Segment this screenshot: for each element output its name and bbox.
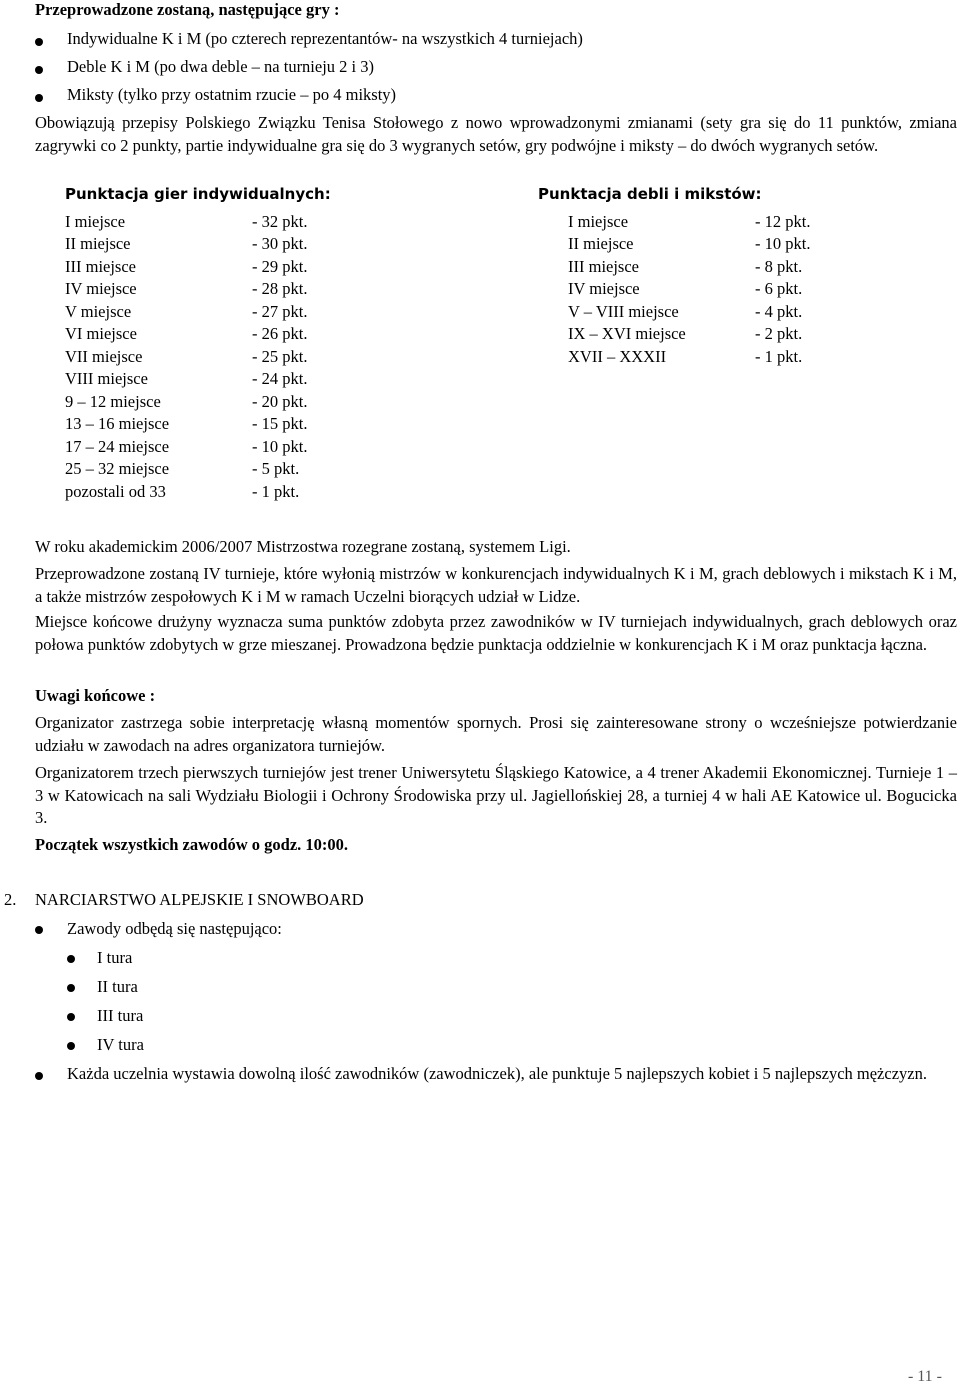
points-value: - 10 pkt. <box>252 437 308 456</box>
games-heading: Przeprowadzone zostaną, następujące gry : <box>35 0 340 19</box>
round-item: IV tura <box>97 1035 144 1054</box>
points-value: - 32 pkt. <box>252 212 308 231</box>
page-number: - 11 - <box>907 1368 942 1385</box>
place-label: IX – XVI miejsce <box>568 324 686 343</box>
place-label: V miejsce <box>65 302 132 321</box>
place-label: 9 – 12 miejsce <box>65 392 161 411</box>
individual-scoring-title: Punktacja gier indywidualnych: <box>65 185 331 203</box>
place-label: III miejsce <box>568 257 640 276</box>
place-label: V – VIII miejsce <box>568 302 679 321</box>
points-value: - 12 pkt. <box>755 212 811 231</box>
points-value: - 10 pkt. <box>755 234 811 253</box>
games-item-doubles: Deble K i M (po dwa deble – na turnieju 2 i 3) <box>67 57 375 76</box>
start-time: Początek wszystkich zawodów o godz. 10:00. <box>35 835 349 854</box>
round-item: III tura <box>97 1006 144 1025</box>
place-label: VII miejsce <box>65 347 143 366</box>
organizer-remarks-paragraph: Organizator zastrzega sobie interpretację własną momentów spornych. Prosi się zainteresowane strony o wcześniejsze potwierdzanie udziału w zawodach na adres organizatora turniejów. <box>35 713 957 755</box>
place-label: III miejsce <box>65 257 137 276</box>
section-number: 2. <box>4 890 17 909</box>
section-title: NARCIARSTWO ALPEJSKIE I SNOWBOARD <box>35 890 364 909</box>
place-label: II miejsce <box>568 234 634 253</box>
bullet-icon <box>67 1042 75 1050</box>
points-value: - 27 pkt. <box>252 302 308 321</box>
bullet-icon <box>67 1013 75 1021</box>
points-value: - 1 pkt. <box>755 347 803 366</box>
games-item-individual: Indywidualne K i M (po czterech reprezentantów- na wszystkich 4 turniejach) <box>67 29 583 48</box>
league-paragraph: W roku akademickim 2006/2007 Mistrzostwa rozegrane zostaną, systemem Ligi. <box>35 537 571 556</box>
points-value: - 5 pkt. <box>252 459 300 478</box>
schedule-intro: Zawody odbędą się następująco: <box>67 919 282 938</box>
place-label: 25 – 32 miejsce <box>65 459 170 478</box>
games-item-mixed: Miksty (tylko przy ostatnim rzucie – po 4 miksty) <box>67 85 397 104</box>
place-label: 17 – 24 miejsce <box>65 437 170 456</box>
place-label: VI miejsce <box>65 324 137 343</box>
bullet-icon <box>35 926 43 934</box>
place-label: 13 – 16 miejsce <box>65 414 170 433</box>
rules-paragraph: Obowiązują przepisy Polskiego Związku Tenisa Stołowego z nowo wprowadzonymi zmianami (sety gra się do 11 punktów, zmiana zagrywki co 2 punkty, partie indywidualne gra się do 3 wygranych setów, gry podwójne i miksty – do dwóch wygranych setów. <box>35 113 957 155</box>
points-value: - 2 pkt. <box>755 324 803 343</box>
place-label: VIII miejsce <box>65 369 148 388</box>
points-value: - 15 pkt. <box>252 414 308 433</box>
points-value: - 8 pkt. <box>755 257 803 276</box>
place-label: I miejsce <box>65 212 126 231</box>
points-value: - 29 pkt. <box>252 257 308 276</box>
points-value: - 30 pkt. <box>252 234 308 253</box>
bullet-icon <box>35 94 43 102</box>
remarks-heading: Uwagi końcowe : <box>35 686 156 705</box>
points-value: - 6 pkt. <box>755 279 803 298</box>
round-item: I tura <box>97 948 133 967</box>
scoring-note: Każda uczelnia wystawia dowolną ilość zawodników (zawodniczek), ale punktuje 5 najlepszych kobiet i 5 najlepszych mężczyzn. <box>67 1064 927 1083</box>
place-label: II miejsce <box>65 234 131 253</box>
round-item: II tura <box>97 977 138 996</box>
points-value: - 28 pkt. <box>252 279 308 298</box>
points-value: - 1 pkt. <box>252 482 300 501</box>
bullet-icon <box>67 955 75 963</box>
place-label: XVII – XXXII <box>568 347 667 366</box>
bullet-icon <box>35 1072 43 1080</box>
place-label: IV miejsce <box>65 279 137 298</box>
venue-paragraph: Organizatorem trzech pierwszych turniejów jest trener Uniwersytetu Śląskiego Katowice, a 4 trener Akademii Ekonomicznej. Turnieje 1 – 3 w Katowicach na sali Wydziału Biologii i Ochrony Środowiska przy ul. Jagiellońskiej 28, a turniej 4 w hali AE Katowice ul. Bogucicka 3. <box>35 763 957 827</box>
bullet-icon <box>35 66 43 74</box>
points-value: - 24 pkt. <box>252 369 308 388</box>
place-label: IV miejsce <box>568 279 640 298</box>
points-value: - 20 pkt. <box>252 392 308 411</box>
bullet-icon <box>67 984 75 992</box>
place-label: I miejsce <box>568 212 629 231</box>
tournaments-paragraph: Przeprowadzone zostaną IV turnieje, które wyłonią mistrzów w konkurencjach indywidualnych K i M, grach deblowych i mikstach K i M, a także mistrzów zespołowych K i M w ramach Uczelni biorących udział w Lidze. <box>35 564 957 606</box>
points-value: - 26 pkt. <box>252 324 308 343</box>
team-ranking-paragraph: Miejsce końcowe drużyny wyznacza suma punktów zdobyta przez zawodników w IV turniejach indywidualnych, grach deblowych oraz połowa punktów zdobytych w grze mieszanej. Prowadzona będzie punktacja oddzielnie w konkurencjach K i M oraz punktacja łączna. <box>35 612 957 654</box>
place-label: pozostali od 33 <box>65 482 166 501</box>
bullet-icon <box>35 38 43 46</box>
points-value: - 4 pkt. <box>755 302 803 321</box>
doubles-scoring-title: Punktacja debli i mikstów: <box>538 185 762 203</box>
points-value: - 25 pkt. <box>252 347 308 366</box>
